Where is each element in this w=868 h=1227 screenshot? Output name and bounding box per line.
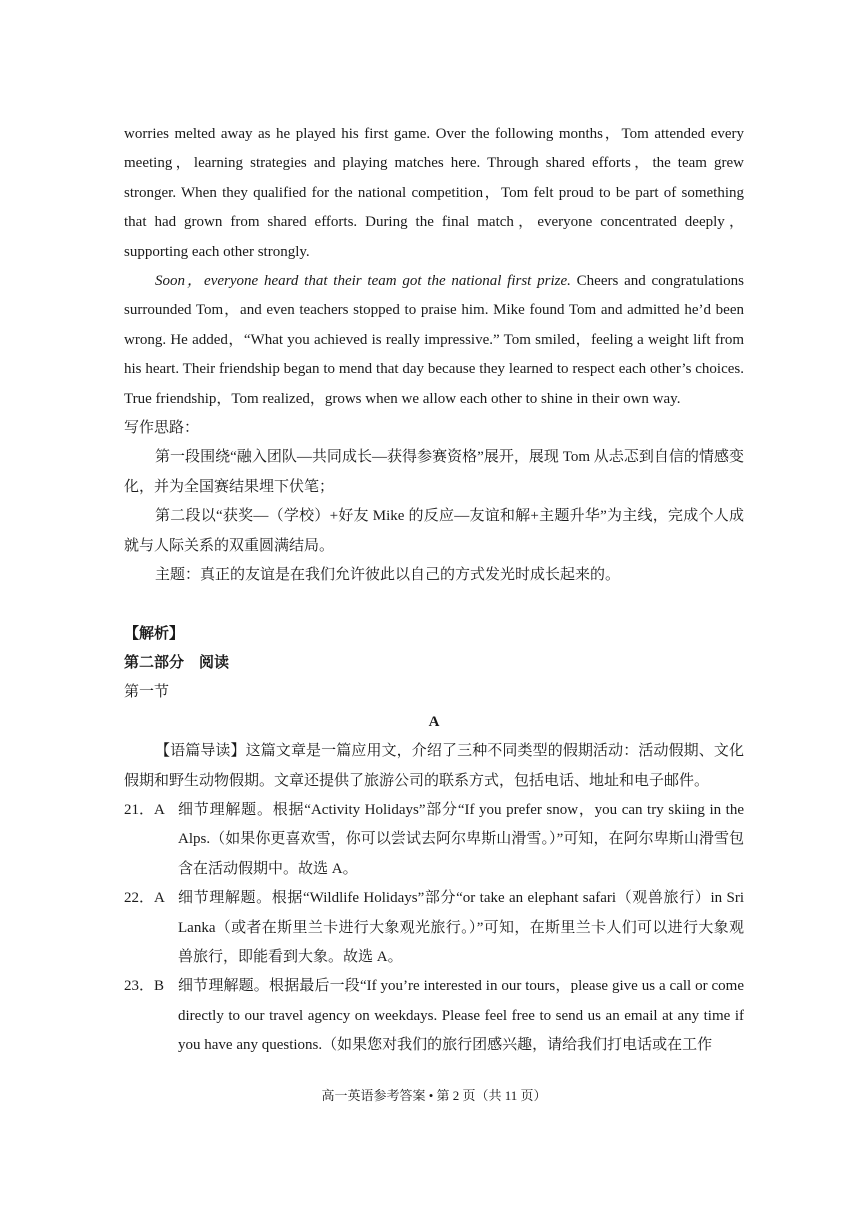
passage-label: A xyxy=(428,713,440,730)
part-heading: 第二部分 阅读 xyxy=(124,654,230,671)
writing-notes-theme: 主题：真正的友谊是在我们允许彼此以自己的方式发光时成长起来的。 xyxy=(155,567,621,584)
answer-explanation: 细节理解题。根据“Wildlife Holidays”部分“or take an elephant safari（观兽旅行）in Sri Lanka（或者在斯里兰卡进行大象观光旅行。）”可知，在斯里兰卡人们可以进行大象观兽旅行，即能看到大象。故选 A。 xyxy=(178,890,744,965)
writing-notes-point-1: 第一段围绕“融入团队—共同成长—获得参赛资格”展开，展现 Tom 从忐忑到自信的情感变化，并为全国赛结果埋下伏笔； xyxy=(124,449,744,495)
analysis-heading: 【解析】 xyxy=(124,625,185,642)
story-paragraph-1: worries melted away as he played his first game. Over the following months，Tom attended every meeting，learning strategies and playing matches here. Through shared efforts，the team grew stronger. When they qualified for the national competition，Tom felt proud to be part of something that had grown from shared efforts. During the final match，everyone concentrated deeply，supporting each other strongly. xyxy=(124,126,744,260)
answer-explanation: 细节理解题。根据最后一段“If you’re interested in our tours，please give us a call or come directly to our travel agency on weekdays. Please feel free to send us an email at any time if you have any questions.（如果您对我们的旅行团感兴趣，请给我们打电话或在工作 xyxy=(178,978,744,1054)
answer-number: 21．A xyxy=(124,801,165,818)
story-paragraph-2-opening: Soon，everyone heard that their team got the national first prize. xyxy=(155,273,571,290)
passage-intro: 【语篇导读】这篇文章是一篇应用文，介绍了三种不同类型的假期活动：活动假期、文化假期和野生动物假期。文章还提供了旅游公司的联系方式，包括电话、地址和电子邮件。 xyxy=(124,743,744,789)
story-paragraph-2-body: Cheers and congratulations surrounded Tom，and even teachers stopped to praise him. Mike found Tom and admitted he’d been wrong. He added，“What you achieved is really impressive.” Tom smiled，feeling a weight lift from his heart. Their friendship began to mend that day because they learned to respect each other’s choices. True friendship，Tom realized，grows when we allow each other to shine in their own way. xyxy=(124,273,744,407)
answer-item xyxy=(124,972,744,1060)
page-footer: 高一英语参考答案 • 第 2 页（共 11 页） xyxy=(321,1088,547,1103)
story-paragraph-2 xyxy=(124,267,744,414)
answer-item xyxy=(124,796,744,884)
section-spacer xyxy=(124,591,744,620)
answer-number: 22．A xyxy=(124,890,165,907)
answer-explanation: 细节理解题。根据“Activity Holidays”部分“If you prefer snow，you can try skiing in the Alps.（如果你更喜欢雪，你可以尝试去阿尔卑斯山滑雪。）”可知，在阿尔卑斯山滑雪包含在活动假期中。故选 A。 xyxy=(178,801,744,877)
writing-notes-point-2: 第二段以“获奖—（学校）+好友 Mike 的反应—友谊和解+主题升华”为主线，完成个人成就与人际关系的双重圆满结局。 xyxy=(124,508,744,554)
answer-number: 23．B xyxy=(124,978,165,995)
page-content xyxy=(124,120,744,1061)
answer-item xyxy=(124,884,744,972)
writing-notes-heading: 写作思路： xyxy=(124,420,200,437)
section-heading: 第一节 xyxy=(124,684,170,701)
